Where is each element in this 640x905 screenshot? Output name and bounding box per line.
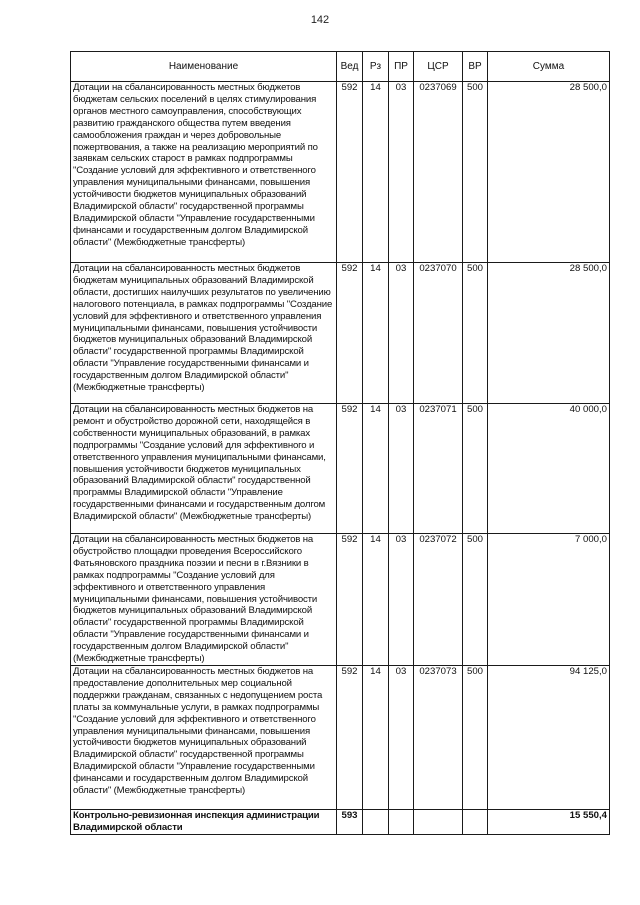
row-ved: 592 bbox=[337, 82, 363, 263]
total-row-rz bbox=[363, 809, 389, 834]
row-vr: 500 bbox=[463, 82, 488, 263]
row-ved: 592 bbox=[337, 534, 363, 666]
row-name: Дотации на сбалансированность местных бюджетов на ремонт и обустройство дорожной сети, находящейся в собственности муниципальных образований, в рамках подпрограммы "Создание условий для эффективного и ответственного управления муниципальными финансами, повышения устойчивости бюджетов муниципальных образований Владимирской области" государственной программы Владимирской области "Управление государственными финансами и государственным долгом Владимирской области" (Межбюджетные трансферты) bbox=[71, 404, 337, 534]
row-csr: 0237069 bbox=[414, 82, 463, 263]
row-sum: 94 125,0 bbox=[488, 665, 610, 809]
total-row-vr bbox=[463, 809, 488, 834]
row-csr: 0237071 bbox=[414, 404, 463, 534]
header-sum: Сумма bbox=[488, 52, 610, 82]
row-name: Дотации на сбалансированность местных бюджетов бюджетам сельских поселений в целях стимулирования органов местного самоуправления, способствующих развитию гражданского общества путем введения самообложения граждан и через добровольные пожертвования, а также на реализацию мероприятий по заявкам сельских старост в рамках подпрограммы "Создание условий для эффективного и ответственного управления муниципальными финансами, повышения устойчивости бюджетов муниципальных образований Владимирской области" государственной программы Владимирской области "Управление государственными финансами и государственным долгом Владимирской области" (Межбюджетные трансферты) bbox=[71, 82, 337, 263]
row-name: Дотации на сбалансированность местных бюджетов бюджетам муниципальных образований Владимирской области, достигших наилучших результатов по увеличению налогового потенциала, в рамках подпрограммы "Создание условий для эффективного и ответственного управления муниципальными финансами, повышения устойчивости бюджетов муниципальных образований Владимирской области" государственной программы Владимирской области "Управление государственными финансами и государственным долгом Владимирской области" (Межбюджетные трансферты) bbox=[71, 263, 337, 404]
header-rz: Рз bbox=[363, 52, 389, 82]
table-row bbox=[71, 82, 610, 263]
header-ved: Вед bbox=[337, 52, 363, 82]
row-csr: 0237072 bbox=[414, 534, 463, 666]
row-ved: 592 bbox=[337, 263, 363, 404]
budget-table bbox=[70, 51, 610, 835]
page-number: 142 bbox=[310, 14, 330, 26]
table-row bbox=[71, 404, 610, 534]
row-sum: 7 000,0 bbox=[488, 534, 610, 666]
row-rz: 14 bbox=[363, 404, 389, 534]
row-ved: 592 bbox=[337, 404, 363, 534]
total-row-csr bbox=[414, 809, 463, 834]
header-pr: ПР bbox=[389, 52, 414, 82]
row-csr: 0237070 bbox=[414, 263, 463, 404]
table-row bbox=[71, 263, 610, 404]
total-row-ved: 593 bbox=[337, 809, 363, 834]
total-row-sum: 15 550,4 bbox=[488, 809, 610, 834]
row-vr: 500 bbox=[463, 534, 488, 666]
table-row bbox=[71, 665, 610, 809]
row-vr: 500 bbox=[463, 665, 488, 809]
row-rz: 14 bbox=[363, 534, 389, 666]
row-pr: 03 bbox=[389, 404, 414, 534]
row-vr: 500 bbox=[463, 404, 488, 534]
total-row-pr bbox=[389, 809, 414, 834]
row-vr: 500 bbox=[463, 263, 488, 404]
header-csr: ЦСР bbox=[414, 52, 463, 82]
row-name: Дотации на сбалансированность местных бюджетов на обустройство площадки проведения Всероссийского Фатьяновского праздника поэзии и песни в г.Вязники в рамках подпрограммы "Создание условий для эффективного и ответственного управления муниципальными финансами, повышения устойчивости бюджетов муниципальных образований Владимирской области" государственной программы Владимирской области "Управление государственными финансами и государственным долгом Владимирской области" (Межбюджетные трансферты) bbox=[71, 534, 337, 666]
header-vr: ВР bbox=[463, 52, 488, 82]
row-rz: 14 bbox=[363, 263, 389, 404]
row-sum: 28 500,0 bbox=[488, 82, 610, 263]
row-rz: 14 bbox=[363, 665, 389, 809]
total-row bbox=[71, 809, 610, 834]
row-pr: 03 bbox=[389, 534, 414, 666]
row-name: Дотации на сбалансированность местных бюджетов на предоставление дополнительных мер социальной поддержки гражданам, связанных с недопущением роста платы за коммунальные услуги, в рамках подпрограммы "Создание условий для эффективного и ответственного управления муниципальными финансами, повышения устойчивости бюджетов муниципальных образований Владимирской области" государственной программы Владимирской области "Управление государственными финансами и государственным долгом Владимирской области" (Межбюджетные трансферты) bbox=[71, 665, 337, 809]
row-rz: 14 bbox=[363, 82, 389, 263]
row-sum: 28 500,0 bbox=[488, 263, 610, 404]
row-csr: 0237073 bbox=[414, 665, 463, 809]
total-row-name: Контрольно-ревизионная инспекция администрации Владимирской области bbox=[71, 809, 337, 834]
header-name: Наименование bbox=[71, 52, 337, 82]
table-row bbox=[71, 534, 610, 666]
row-pr: 03 bbox=[389, 263, 414, 404]
table-header-row bbox=[71, 52, 610, 82]
row-ved: 592 bbox=[337, 665, 363, 809]
row-sum: 40 000,0 bbox=[488, 404, 610, 534]
row-pr: 03 bbox=[389, 665, 414, 809]
row-pr: 03 bbox=[389, 82, 414, 263]
